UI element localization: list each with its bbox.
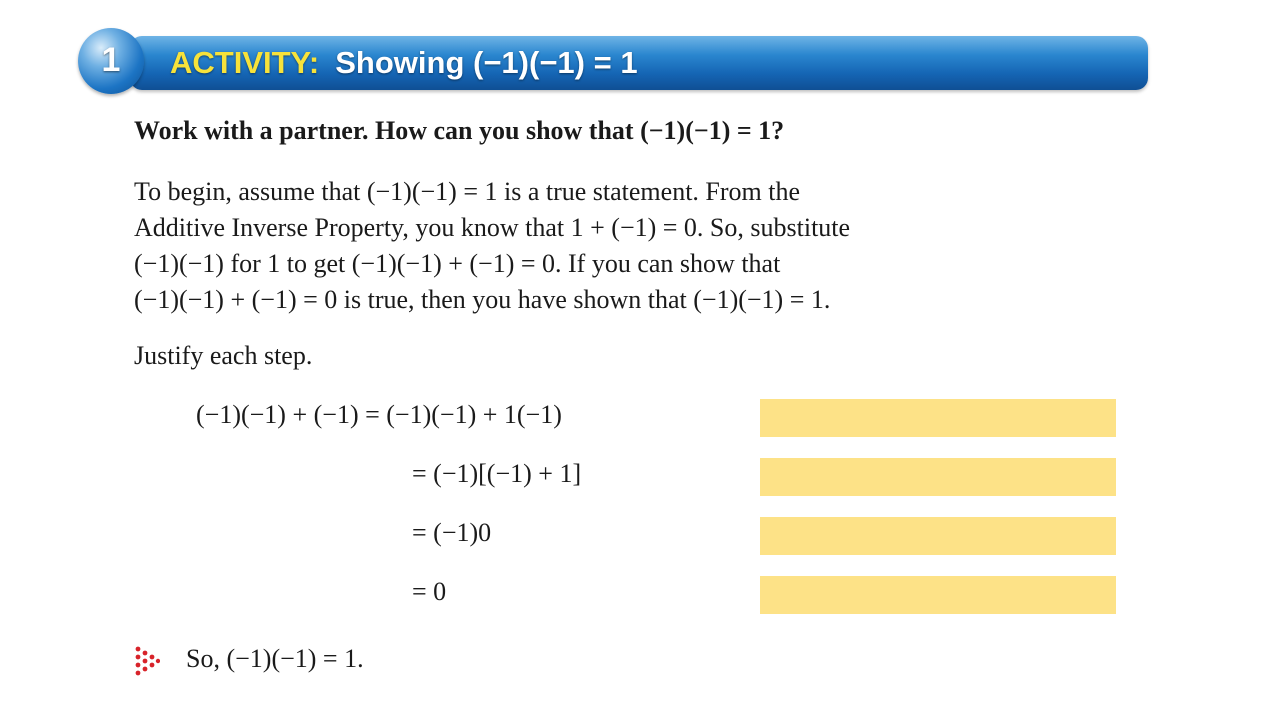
activity-number-badge [78,28,144,94]
instruction-text: Justify each step. [134,341,313,370]
activity-heading [170,40,638,86]
proof-step-1: (−1)(−1) + (−1) = (−1)(−1) + 1(−1) [196,400,562,429]
paragraph-line: (−1)(−1) + (−1) = 0 is true, then you have shown that (−1)(−1) = 1. [134,285,831,314]
question-prompt: Work with a partner. How can you show that (−1)(−1) = 1? [134,116,785,145]
conclusion-text: So, (−1)(−1) = 1. [186,644,364,673]
proof-step-3: = (−1)0 [412,518,492,547]
paragraph-line: (−1)(−1) for 1 to get (−1)(−1) + (−1) = 0. If you can show that [134,249,781,278]
paragraph-line: Additive Inverse Property, you know that 1 + (−1) = 0. So, substitute [134,213,851,242]
justification-answer-box-3[interactable] [760,517,1116,555]
justification-answer-box-1[interactable] [760,399,1116,437]
explanation-paragraph [134,174,1034,318]
proof-step-4: = 0 [412,577,447,606]
activity-number: 1 [101,40,121,79]
activity-title: Showing (−1)(−1) = 1 [335,45,638,80]
red-dotted-arrow-icon [134,645,160,681]
proof-step-2: = (−1)[(−1) + 1] [412,459,582,488]
justification-answer-box-4[interactable] [760,576,1116,614]
paragraph-line: To begin, assume that (−1)(−1) = 1 is a true statement. From the [134,177,801,206]
justification-answer-box-2[interactable] [760,458,1116,496]
activity-label: ACTIVITY: [170,45,320,80]
